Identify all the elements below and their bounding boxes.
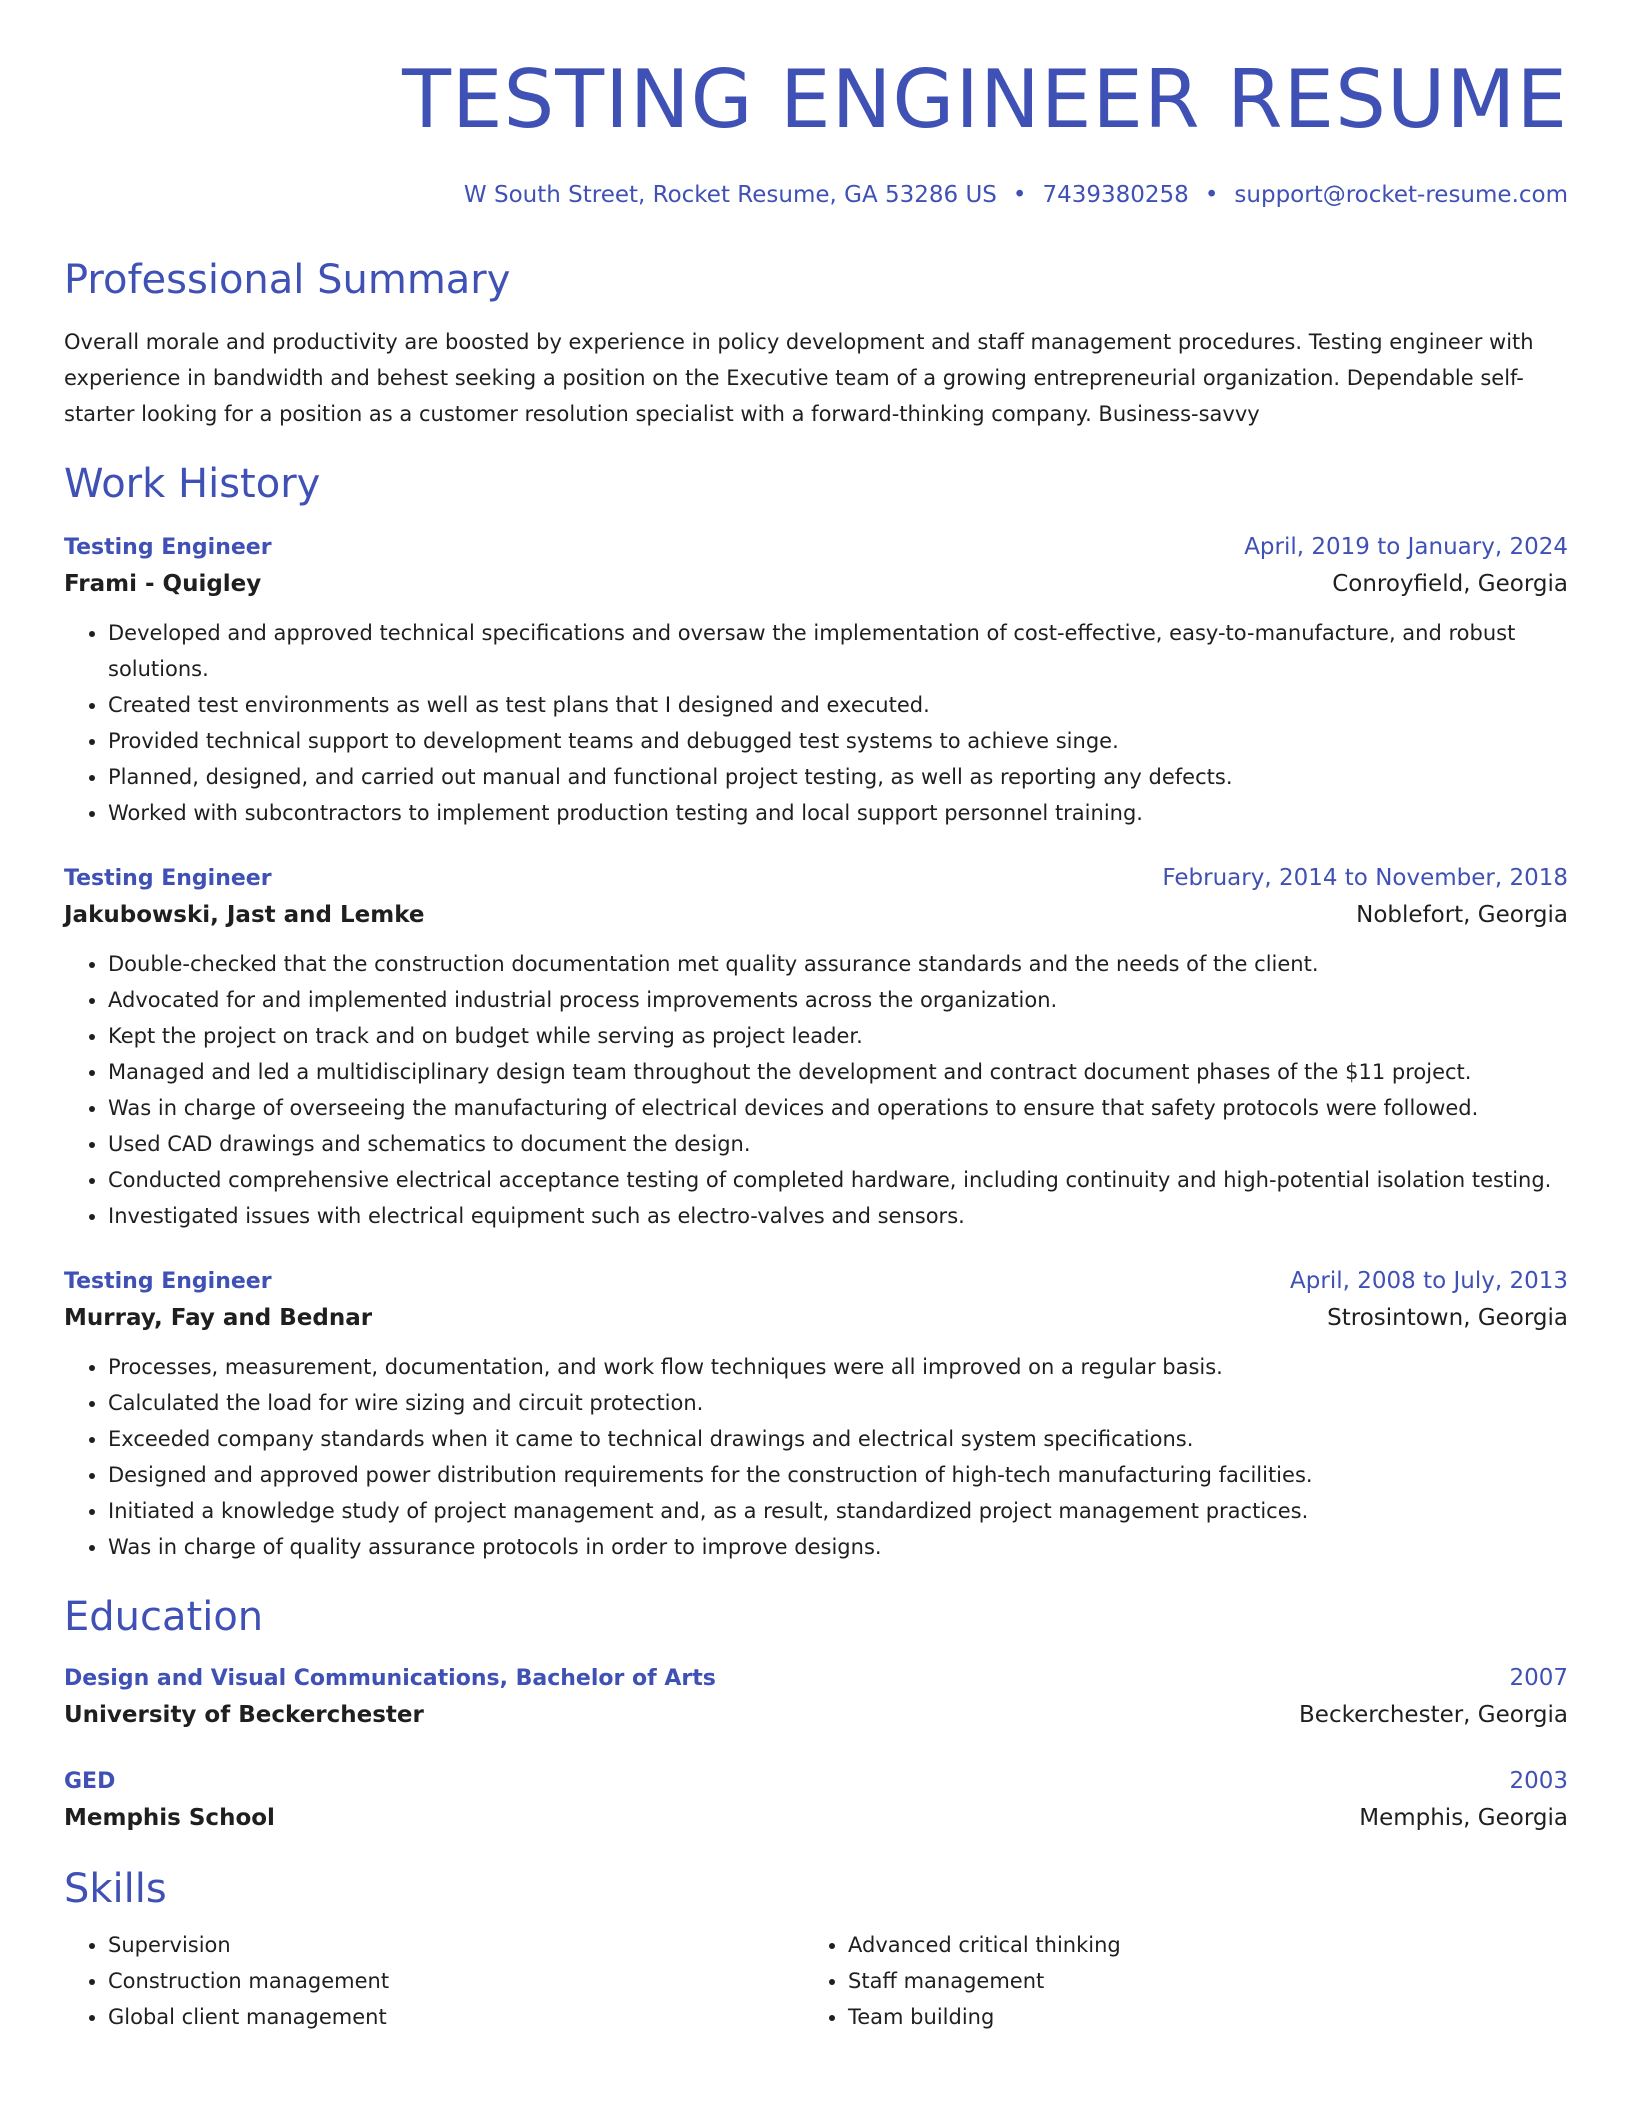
contact-separator: • [1012, 182, 1027, 208]
job-bullet: • Advocated for and implemented industrial process improvements across the organization. [108, 982, 1568, 1018]
school-location: Memphis, Georgia [1359, 1805, 1568, 1831]
job-location: Strosintown, Georgia [1327, 1305, 1568, 1331]
job-location: Noblefort, Georgia [1356, 902, 1568, 928]
job-dates: April, 2008 to July, 2013 [1290, 1268, 1568, 1294]
education-year: 2003 [1509, 1768, 1568, 1794]
job-bullet: • Double-checked that the construction documentation met quality assurance standards and the needs of the client. [108, 946, 1568, 982]
company-name: Frami - Quigley [64, 571, 262, 597]
job-bullet: • Was in charge of overseeing the manufacturing of electrical devices and operations to ensure that safety protocols were followed. [108, 1090, 1568, 1126]
job-bullet: • Worked with subcontractors to implement production testing and local support personnel training. [108, 795, 1568, 831]
job-entry [64, 1264, 1568, 1565]
job-entry [64, 530, 1568, 831]
skill-item: • Construction management [108, 1963, 804, 1999]
job-entry [64, 861, 1568, 1234]
job-dates: April, 2019 to January, 2024 [1244, 534, 1568, 560]
skill-item: • Supervision [108, 1927, 804, 1963]
resume-header [64, 52, 1568, 210]
school-name: Memphis School [64, 1805, 275, 1831]
school-name: University of Beckerchester [64, 1702, 424, 1728]
job-bullet: • Initiated a knowledge study of project management and, as a result, standardized project management practices. [108, 1493, 1568, 1529]
skills-list [804, 1927, 1544, 2035]
job-bullet: • Investigated issues with electrical equipment such as electro-valves and sensors. [108, 1198, 1568, 1234]
job-bullet: • Exceeded company standards when it came to technical drawings and electrical system specifications. [108, 1421, 1568, 1457]
job-bullet: • Designed and approved power distribution requirements for the construction of high-tech manufacturing facilities. [108, 1457, 1568, 1493]
skills-heading: Skills [64, 1866, 167, 1912]
skills-column-left [64, 1927, 804, 2035]
job-bullet: • Kept the project on track and on budget while serving as project leader. [108, 1018, 1568, 1054]
skill-item: • Staff management [848, 1963, 1544, 1999]
summary-heading: Professional Summary [64, 257, 511, 303]
resume-title: TESTING ENGINEER RESUME [402, 53, 1568, 146]
job-bullet: • Used CAD drawings and schematics to document the design. [108, 1126, 1568, 1162]
job-bullets [64, 946, 1568, 1234]
school-location: Beckerchester, Georgia [1299, 1702, 1568, 1728]
job-bullets [64, 615, 1568, 831]
contact-address: W South Street, Rocket Resume, GA 53286 US [463, 182, 997, 208]
education-year: 2007 [1509, 1665, 1568, 1691]
contact-line [64, 180, 1568, 210]
education-heading: Education [64, 1594, 264, 1640]
skill-item: • Team building [848, 1999, 1544, 2035]
job-dates: February, 2014 to November, 2018 [1162, 865, 1568, 891]
company-name: Jakubowski, Jast and Lemke [64, 902, 425, 928]
job-bullet: • Developed and approved technical specifications and oversaw the implementation of cost-effective, easy-to-manufacture, and robust solutions. [108, 615, 1568, 687]
job-bullet: • Conducted comprehensive electrical acceptance testing of completed hardware, including continuity and high-potential isolation testing. [108, 1162, 1568, 1198]
job-location: Conroyfield, Georgia [1332, 571, 1568, 597]
job-bullet: • Created test environments as well as test plans that I designed and executed. [108, 687, 1568, 723]
job-bullet: • Calculated the load for wire sizing and circuit protection. [108, 1385, 1568, 1421]
contact-email[interactable]: support@rocket-resume.com [1234, 182, 1568, 208]
job-bullet: • Managed and led a multidisciplinary design team throughout the development and contract document phases of the $11 project. [108, 1054, 1568, 1090]
skills-grid [64, 1927, 1568, 2035]
degree-name: Design and Visual Communications, Bachelor of Arts [64, 1666, 716, 1691]
skill-item: • Global client management [108, 1999, 804, 2035]
skills-list [64, 1927, 804, 2035]
job-bullet: • Processes, measurement, documentation, and work flow techniques were all improved on a regular basis. [108, 1349, 1568, 1385]
education-entry [64, 1764, 1568, 1837]
contact-separator: • [1204, 182, 1219, 208]
job-title: Testing Engineer [64, 866, 272, 891]
work-history-heading: Work History [64, 461, 321, 507]
education-entry [64, 1661, 1568, 1734]
job-bullets [64, 1349, 1568, 1565]
company-name: Murray, Fay and Bednar [64, 1305, 373, 1331]
skill-item: • Advanced critical thinking [848, 1927, 1544, 1963]
summary-text: Overall morale and productivity are boosted by experience in policy development and staff management procedures. Testing engineer with experience in bandwidth and behest seeking a position on the Executive team of a growing entrepreneurial organization. Dependable self-starter looking for a position as a customer resolution specialist with a forward-thinking company. Business-savvy [64, 330, 1534, 426]
job-title: Testing Engineer [64, 1269, 272, 1294]
contact-phone: 7439380258 [1042, 182, 1189, 208]
job-bullet: • Provided technical support to development teams and debugged test systems to achieve singe. [108, 723, 1568, 759]
skills-column-right [804, 1927, 1544, 2035]
job-bullet: • Was in charge of quality assurance protocols in order to improve designs. [108, 1529, 1568, 1565]
job-bullet: • Planned, designed, and carried out manual and functional project testing, as well as reporting any defects. [108, 759, 1568, 795]
job-title: Testing Engineer [64, 535, 272, 560]
degree-name: GED [64, 1769, 116, 1794]
